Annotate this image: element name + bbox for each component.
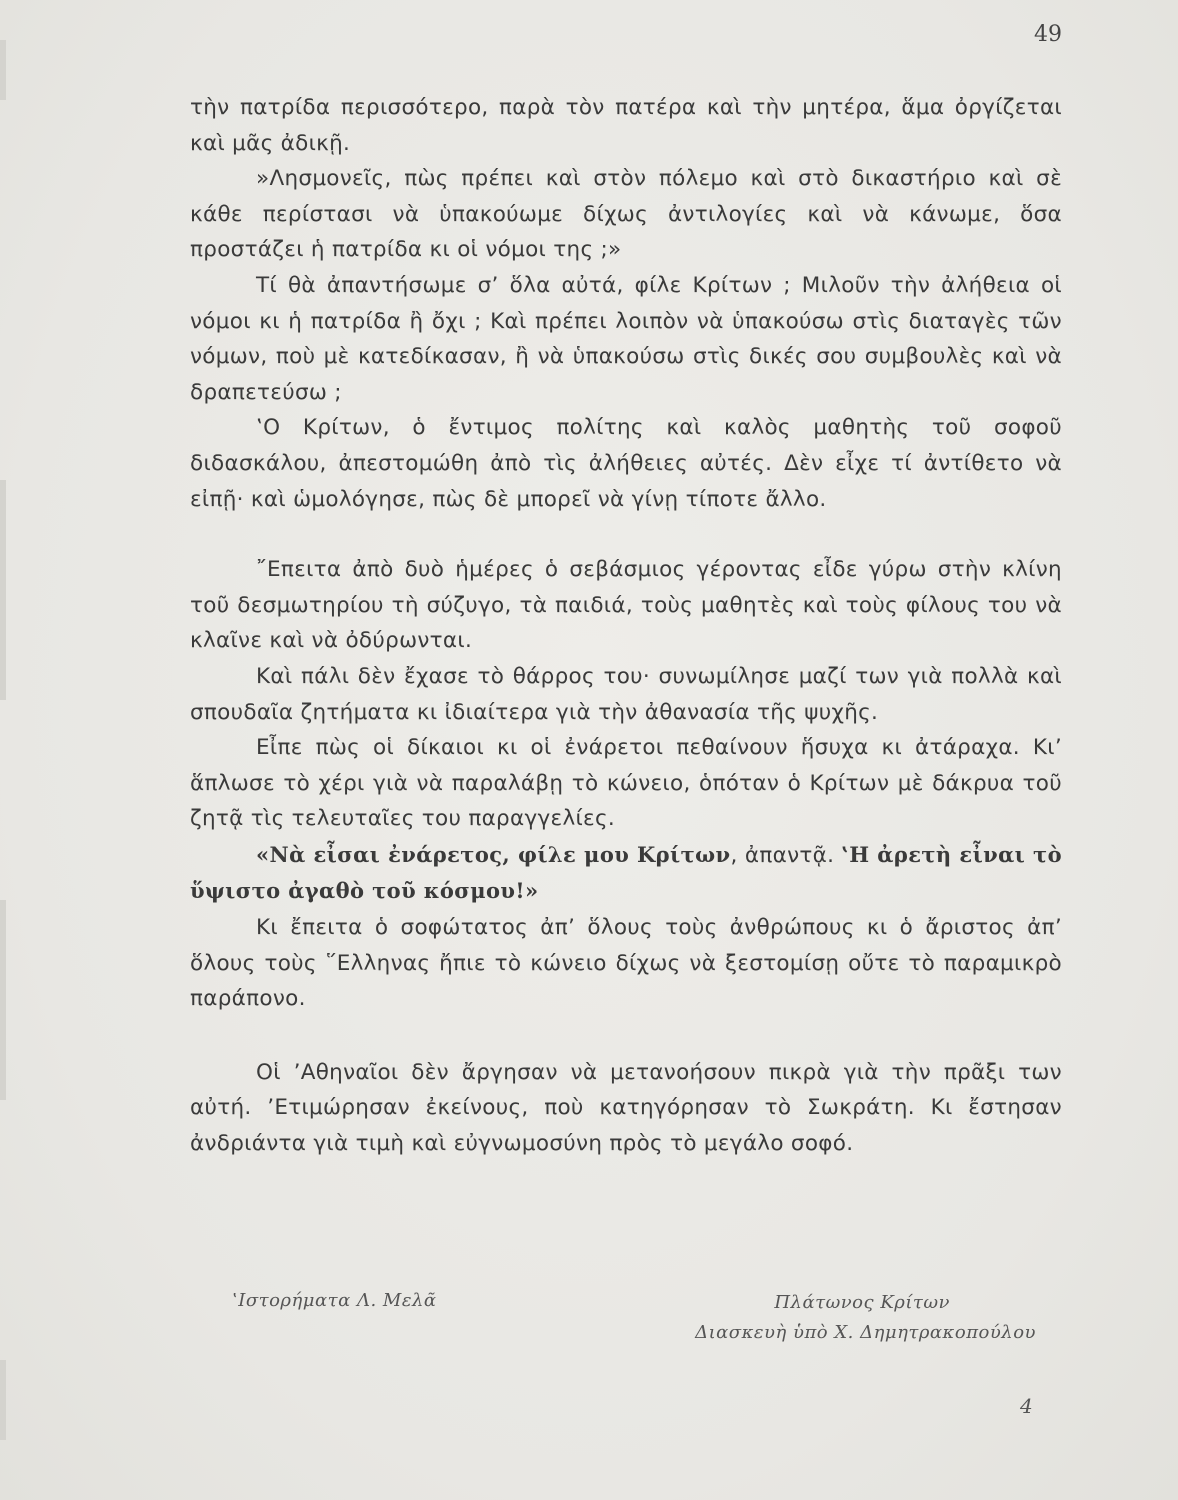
- quote-bold-part-2: ‛Η ἀρετὴ εἶναι τὸ ὕψιστο ἀγαθὸ τοῦ κόσμου!»: [190, 841, 1062, 904]
- signature-mark: 4: [1020, 1394, 1033, 1418]
- paragraph-3: Τί θὰ ἀπαντήσωμε σ’ ὅλα αὐτά, φίλε Κρίτων ; Μιλοῦν τὴν ἀλήθεια οἱ νόμοι κι ἡ πατρίδα ἢ ὄχι ; Καὶ πρέπει λοιπὸν νὰ ὑπακούσω στὶς διαταγὲς τῶν νόμων, ποὺ μὲ κατεδίκασαν, ἢ νὰ ὑπακούσω στὶς δικές σου συμβουλὲς καὶ νὰ δραπετεύσω ;: [190, 272, 1062, 405]
- source-title: Πλάτωνος Κρίτων: [774, 1292, 950, 1313]
- source-citation-left: ‛Ιστορήματα Λ. Μελᾶ: [232, 1290, 437, 1311]
- quote-bold-part-1: «Νὰ εἶσαι ἐνάρετος, φίλε μου Κρίτων: [256, 841, 731, 867]
- paragraph-8-quote: [190, 837, 1062, 910]
- source-adaptation: Διασκευὴ ὑπὸ Χ. Δημητρακοπούλου: [695, 1322, 1036, 1343]
- page-number: 49: [1034, 22, 1062, 47]
- body-text: [190, 90, 1062, 1162]
- binding-mark: [0, 480, 6, 700]
- source-citation-right: [650, 1288, 1036, 1348]
- paragraph-9: Κι ἔπειτα ὁ σοφώτατος ἀπ’ ὅλους τοὺς ἀνθρώπους κι ὁ ἄριστος ἀπ’ ὅλους τοὺς ῞Ελληνας ἤπιε τὸ κώνειο δίχως νὰ ξεστομίσῃ οὔτε τὸ παραμικρὸ παράπονο.: [190, 915, 1062, 1012]
- paragraph-4: ‛Ο Κρίτων, ὁ ἔντιμος πολίτης καὶ καλὸς μαθητὴς τοῦ σοφοῦ διδασκάλου, ἀπεστομώθη ἀπὸ τὶς ἀλήθειες αὐτές. Δὲν εἶχε τί ἀντίθετο νὰ εἰπῇ· καὶ ὡμολόγησε, πὼς δὲ μπορεῖ νὰ γίνῃ τίποτε ἄλλο.: [190, 415, 1062, 512]
- binding-mark: [0, 900, 6, 1100]
- paragraph-5: ῎Επειτα ἀπὸ δυὸ ἡμέρες ὁ σεβάσμιος γέροντας εἶδε γύρω στὴν κλίνη τοῦ δεσμωτηρίου τὴ σύζυγο, τὰ παιδιά, τοὺς μαθητὲς καὶ τοὺς φίλους του νὰ κλαῖνε καὶ νὰ ὀδύρωνται.: [190, 557, 1062, 654]
- paragraph-2: »Λησμονεῖς, πὼς πρέπει καὶ στὸν πόλεμο καὶ στὸ δικαστήριο καὶ σὲ κάθε περίστασι νὰ ὑπακούωμε δίχως ἀντιλογίες καὶ νὰ κάνωμε, ὅσα προστάζει ἡ πατρίδα κι οἱ νόμοι της ;»: [190, 166, 1062, 263]
- paragraph-7: Εἶπε πὼς οἱ δίκαιοι κι οἱ ἐνάρετοι πεθαίνουν ἥσυχα κι ἀτάραχα. Κι’ ἅπλωσε τὸ χέρι γιὰ νὰ παραλάβῃ τὸ κώνειο, ὁπόταν ὁ Κρίτων μὲ δάκρυα τοῦ ζητᾷ τὶς τελευταῖες του παραγγελίες.: [190, 735, 1062, 832]
- paragraph-10: Οἱ ’Αθηναῖοι δὲν ἄργησαν νὰ μετανοήσουν πικρὰ γιὰ τὴν πρᾶξι των αὐτή. ’Ετιμώρησαν ἐκείνους, ποὺ κατηγόρησαν τὸ Σωκράτη. Κι ἔστησαν ἀνδριάντα γιὰ τιμὴ καὶ εὐγνωμοσύνη πρὸς τὸ μεγάλο σοφό.: [190, 1059, 1062, 1157]
- binding-mark: [0, 40, 6, 100]
- paragraph-1: τὴν πατρίδα περισσότερο, παρὰ τὸν πατέρα καὶ τὴν μητέρα, ἅμα ὀργίζεται καὶ μᾶς ἀδικῇ.: [190, 95, 1062, 156]
- quote-plain-part: , ἀπαντᾷ.: [730, 842, 842, 868]
- paragraph-6: Καὶ πάλι δὲν ἔχασε τὸ θάρρος του· συνωμίλησε μαζί των γιὰ πολλὰ καὶ σπουδαῖα ζητήματα κι ἰδιαίτερα γιὰ τὴν ἀθανασία τῆς ψυχῆς.: [190, 663, 1062, 725]
- binding-mark: [0, 1360, 6, 1440]
